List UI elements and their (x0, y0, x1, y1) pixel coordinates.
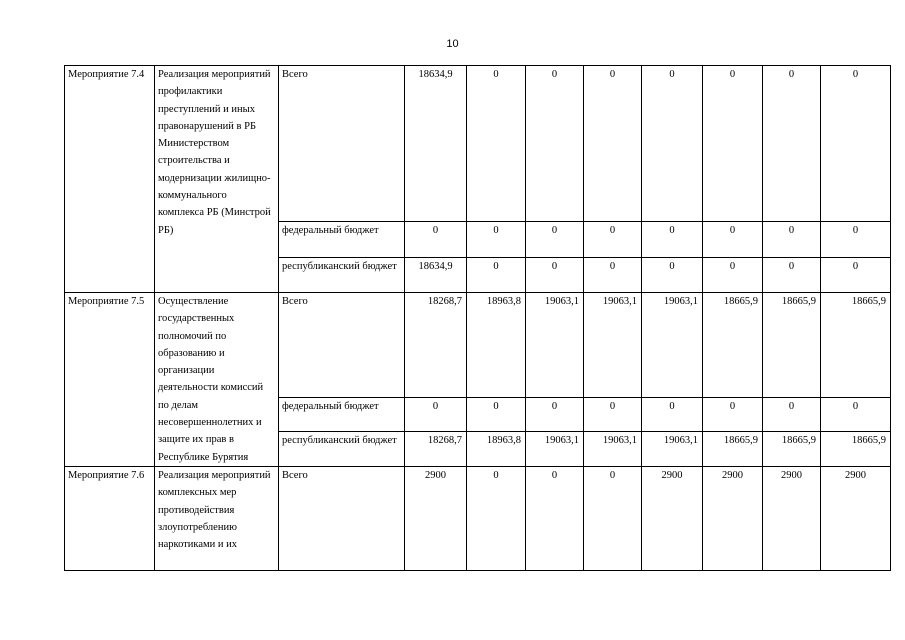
value-cell: 18665,9 (703, 432, 763, 467)
value-cell: 0 (526, 398, 584, 432)
value-cell: 0 (467, 398, 526, 432)
value-cell: 2900 (405, 467, 467, 571)
event-cell: Мероприятие 7.5 (65, 293, 155, 467)
value-cell: 19063,1 (642, 293, 703, 398)
value-cell: 18634,9 (405, 258, 467, 293)
value-cell: 2900 (763, 467, 821, 571)
value-cell: 2900 (821, 467, 891, 571)
table-row (65, 293, 891, 398)
value-cell: 18634,9 (405, 66, 467, 222)
value-cell: 0 (763, 66, 821, 222)
value-cell: 0 (821, 222, 891, 258)
value-cell: 0 (584, 66, 642, 222)
value-cell: 0 (526, 258, 584, 293)
funding-source: Всего (279, 66, 405, 222)
value-cell: 0 (467, 66, 526, 222)
value-cell: 19063,1 (642, 432, 703, 467)
value-cell: 0 (526, 222, 584, 258)
description-cell: Осуществление государственных полномочий по образованию и организации деятельности комиссий по делам несовершеннолетних и защите их прав в Республике Бурятия (155, 293, 279, 467)
value-cell: 0 (821, 398, 891, 432)
value-cell: 18665,9 (821, 432, 891, 467)
funding-source: федеральный бюджет (279, 398, 405, 432)
funding-source: федеральный бюджет (279, 222, 405, 258)
event-cell: Мероприятие 7.6 (65, 467, 155, 571)
value-cell: 0 (584, 398, 642, 432)
budget-table (64, 65, 891, 571)
description-cell: Реализация мероприятий профилактики преступлений и иных правонарушений в РБ Министерством строительства и модернизации жилищно-коммунального комплекса РБ (Минстрой РБ) (155, 66, 279, 293)
value-cell: 0 (584, 222, 642, 258)
value-cell: 0 (467, 222, 526, 258)
value-cell: 18665,9 (763, 293, 821, 398)
value-cell: 2900 (642, 467, 703, 571)
value-cell: 18665,9 (703, 293, 763, 398)
value-cell: 0 (703, 398, 763, 432)
value-cell: 0 (703, 222, 763, 258)
funding-source: республиканский бюджет (279, 432, 405, 467)
value-cell: 18963,8 (467, 293, 526, 398)
page-number: 10 (446, 38, 459, 50)
value-cell: 0 (526, 66, 584, 222)
value-cell: 18268,7 (405, 293, 467, 398)
event-cell: Мероприятие 7.4 (65, 66, 155, 293)
value-cell: 19063,1 (526, 293, 584, 398)
funding-source: Всего (279, 293, 405, 398)
table-row (65, 66, 891, 222)
value-cell: 0 (763, 258, 821, 293)
value-cell: 0 (821, 258, 891, 293)
description-cell: Реализация мероприятий комплексных мер противодействия злоупотреблению наркотиками и их (155, 467, 279, 571)
value-cell: 2900 (703, 467, 763, 571)
value-cell: 0 (467, 467, 526, 571)
value-cell: 0 (642, 258, 703, 293)
value-cell: 0 (821, 66, 891, 222)
value-cell: 0 (642, 66, 703, 222)
value-cell: 0 (642, 398, 703, 432)
value-cell: 0 (584, 467, 642, 571)
value-cell: 18268,7 (405, 432, 467, 467)
value-cell: 0 (642, 222, 703, 258)
value-cell: 18963,8 (467, 432, 526, 467)
funding-source: Всего (279, 467, 405, 571)
table-row (65, 467, 891, 571)
value-cell: 19063,1 (584, 432, 642, 467)
value-cell: 0 (405, 398, 467, 432)
value-cell: 0 (467, 258, 526, 293)
value-cell: 0 (763, 222, 821, 258)
value-cell: 0 (763, 398, 821, 432)
value-cell: 0 (405, 222, 467, 258)
value-cell: 18665,9 (821, 293, 891, 398)
value-cell: 0 (703, 258, 763, 293)
value-cell: 0 (584, 258, 642, 293)
value-cell: 19063,1 (584, 293, 642, 398)
value-cell: 18665,9 (763, 432, 821, 467)
value-cell: 19063,1 (526, 432, 584, 467)
value-cell: 0 (526, 467, 584, 571)
funding-source: республиканский бюджет (279, 258, 405, 293)
value-cell: 0 (703, 66, 763, 222)
